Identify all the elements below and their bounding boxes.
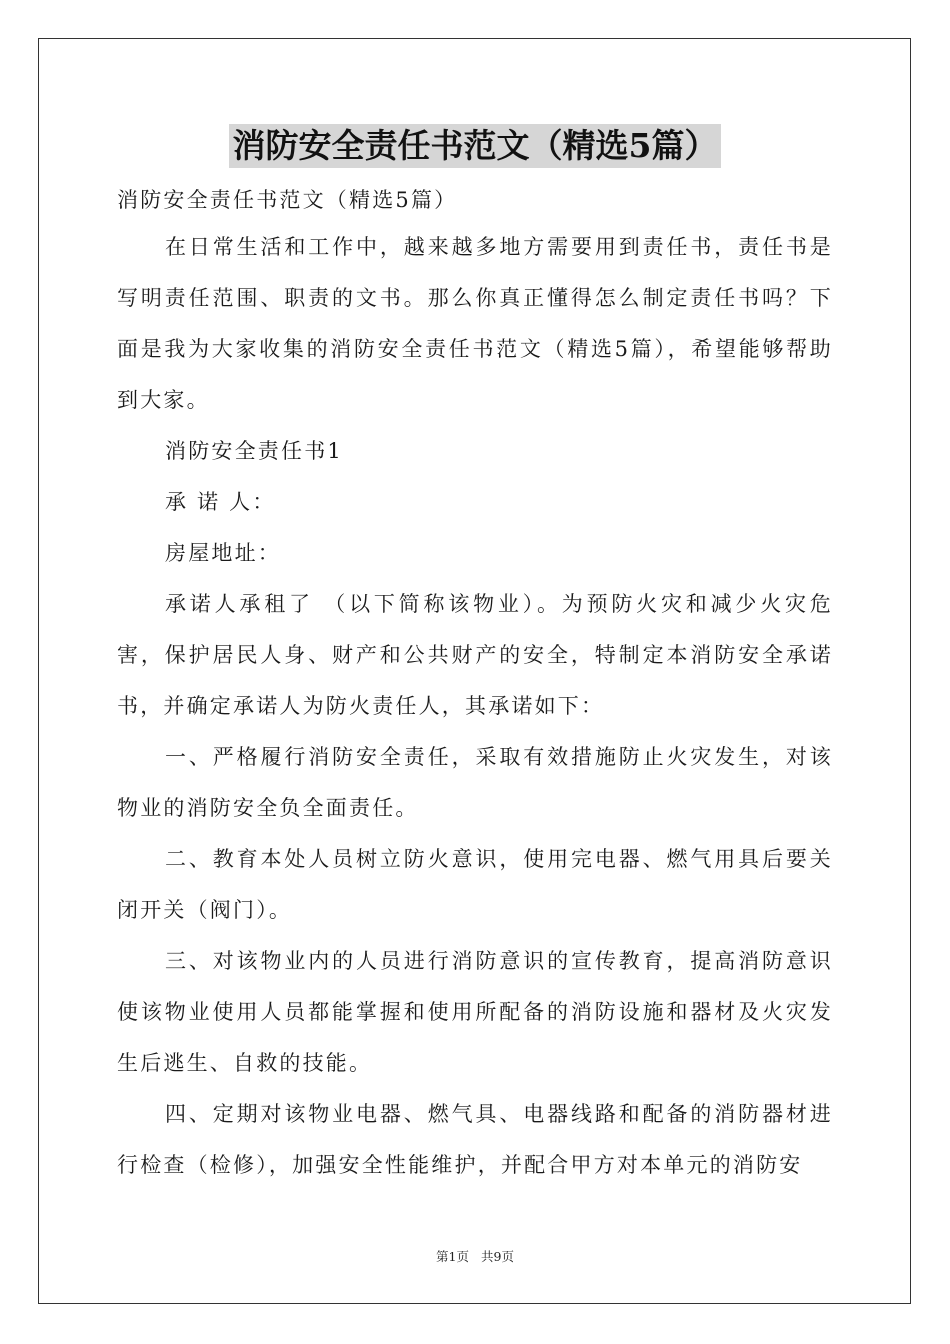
promise-intro-paragraph: 承诺人承租了 （以下简称该物业）。为预防火灾和减少火灾危害，保护居民人身、财产和公共财产的安全，特制定本消防安全承诺书，并确定承诺人为防火责任人，其承诺如下： <box>117 592 833 718</box>
section-heading: 消防安全责任书1 <box>165 439 343 463</box>
subtitle-paragraph: 消防安全责任书范文（精选5篇） <box>117 188 458 212</box>
clause-1: 一、严格履行消防安全责任，采取有效措施防止火灾发生，对该物业的消防安全负全面责任。 <box>117 745 833 820</box>
page-number: 第1页 <box>436 1249 469 1264</box>
page-total: 共9页 <box>481 1249 514 1264</box>
page-footer <box>0 1247 950 1265</box>
clause-3: 三、对该物业内的人员进行消防意识的宣传教育，提高消防意识使该物业使用人员都能掌握和使用所配备的消防设施和器材及火灾发生后逃生、自救的技能。 <box>117 949 833 1075</box>
promisor-field: 承 诺 人： <box>165 490 276 514</box>
document-body <box>117 178 833 1191</box>
intro-paragraph: 在日常生活和工作中，越来越多地方需要用到责任书，责任书是写明责任范围、职责的文书。那么你真正懂得怎么制定责任书吗？下面是我为大家收集的消防安全责任书范文（精选5篇），希望能够帮助到大家。 <box>117 235 833 412</box>
title-container <box>0 124 950 168</box>
clause-4: 四、定期对该物业电器、燃气具、电器线路和配备的消防器材进行检查（检修），加强安全性能维护，并配合甲方对本单元的消防安 <box>117 1102 833 1177</box>
clause-2: 二、教育本处人员树立防火意识，使用完电器、燃气用具后要关闭开关（阀门）。 <box>117 847 833 922</box>
address-field: 房屋地址： <box>165 541 281 565</box>
document-title: 消防安全责任书范文（精选5篇） <box>229 124 722 168</box>
